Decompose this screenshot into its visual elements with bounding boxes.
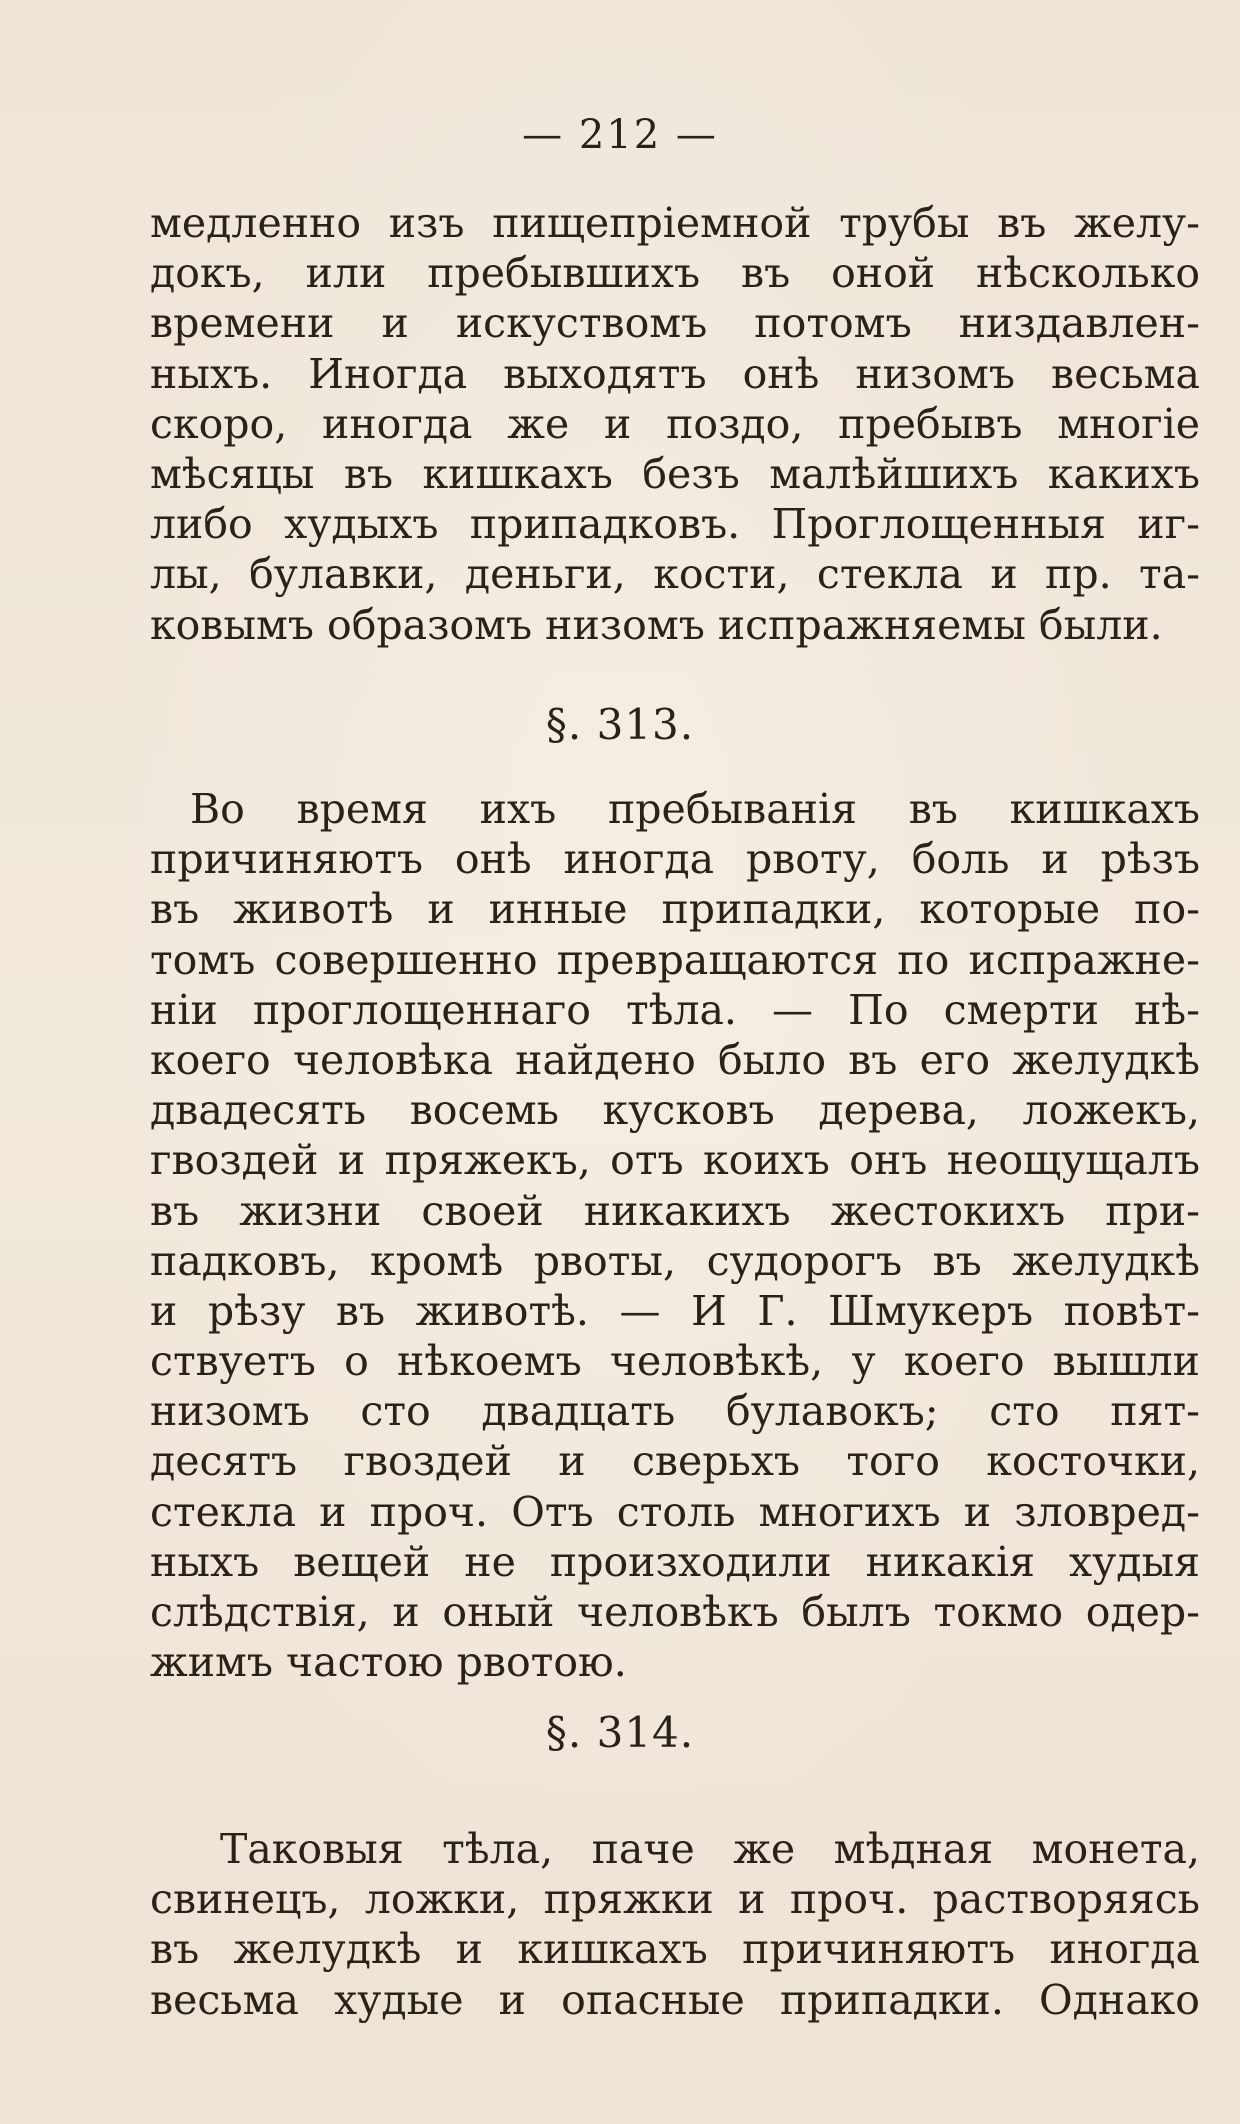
text-line: и рѣзу въ животѣ. — И Г. Шмукеръ повѣт- [150,1286,1200,1335]
text-line: свинецъ, ложки, пряжки и проч. растворяясь [150,1875,1200,1924]
text-line: весьма худые и опасные припадки. Однако [150,1975,1200,2024]
text-line: ніи проглощеннаго тѣла. — По смерти нѣ- [150,985,1200,1034]
page-number: — 212 — [522,112,718,158]
text-line: низомъ сто двадцать булавокъ; сто пят- [150,1387,1200,1436]
text-line: скоро, иногда же и поздо, пребывъ многіе [150,399,1200,448]
text-line: въ жизни своей никакихъ жестокихъ при- [150,1186,1200,1235]
text-line: въ желудкѣ и кишкахъ причиняютъ иногда [150,1925,1200,1974]
text-line: медленно изъ пищепріемной трубы въ желу- [150,199,1200,247]
text-line: ныхъ вещей не произходили никакія худыя [150,1537,1200,1586]
paragraph-313 [150,784,1200,1687]
text-line: Во время ихъ пребыванія въ кишкахъ [190,785,1200,833]
text-line: двадесять восемь кусковъ дерева, ложекъ, [150,1086,1200,1135]
text-line: ковымъ образомъ низомъ испражняемы были. [150,600,1163,649]
text-line: времени и искуствомъ потомъ низдавлен- [150,299,1200,348]
section-heading: §. 313. [545,700,695,749]
text-line: жимъ частою рвотою. [150,1638,627,1687]
text-line: ствуетъ о нѣкоемъ человѣкѣ, у коего вышли [150,1337,1200,1386]
text-line: падковъ, кромѣ рвоты, судорогъ въ желудкѣ [150,1236,1200,1285]
text-line: причиняютъ онѣ иногда рвоту, боль и рѣзъ [150,835,1200,884]
text-line: гвоздей и пряжекъ, отъ коихъ онъ неощущалъ [150,1136,1200,1185]
text-line: томъ совершенно превращаются по испражне- [150,935,1200,984]
text-line: либо худыхъ припадковъ. Проглощенныя иг- [150,500,1200,549]
text-line: мѣсяцы въ кишкахъ безъ малѣйшихъ какихъ [150,449,1200,498]
text-line: стекла и проч. Отъ столь многихъ и зловред- [150,1487,1200,1536]
text-line: лы, булавки, деньги, кости, стекла и пр. та- [150,550,1200,599]
text-line: слѣдствія, и оный человѣкъ былъ токмо одер- [150,1588,1200,1636]
paragraph-continued [150,198,1200,650]
text-line: коего человѣка найдено было въ его желудкѣ [150,1035,1200,1084]
text-line: докъ, или пребывшихъ въ оной нѣсколько [150,249,1200,298]
paragraph-314 [150,1824,1200,2025]
text-line: въ животѣ и инные припадки, которые по- [150,885,1200,934]
text-line: Таковыя тѣла, паче же мѣдная монета, [220,1825,1200,1873]
text-line: ныхъ. Иногда выходятъ онѣ низомъ весьма [150,349,1200,398]
text-line: десятъ гвоздей и сверьхъ того косточки, [150,1437,1200,1486]
section-heading: §. 314. [545,1708,695,1757]
